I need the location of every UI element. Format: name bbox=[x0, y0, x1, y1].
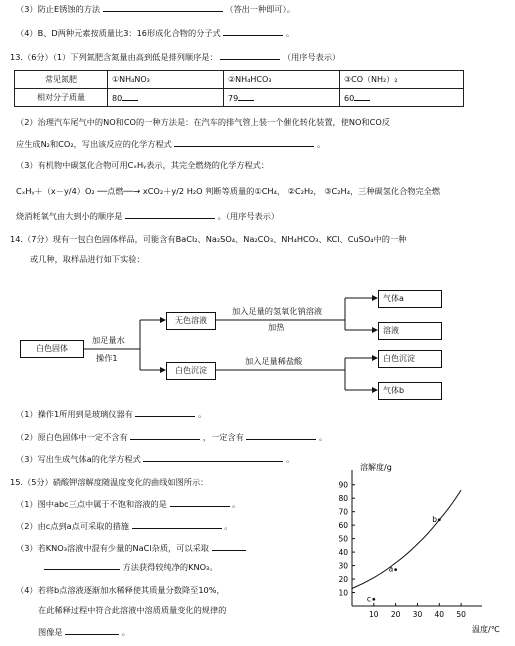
x-axis-label: 温度/℃ bbox=[472, 625, 500, 634]
text-line bbox=[16, 520, 232, 532]
cell-value: 80 bbox=[112, 94, 123, 103]
step-label: 加入足量的氢氧化钠溶液 bbox=[232, 306, 323, 316]
text: （3）写出生成气体a的化学方程式 bbox=[16, 454, 141, 464]
point-b bbox=[438, 518, 441, 521]
step-label: 加入足量稀盐酸 bbox=[245, 356, 303, 366]
y-tick-label: 10 bbox=[338, 588, 348, 598]
y-tick-label: 80 bbox=[338, 494, 348, 504]
table-row bbox=[15, 71, 464, 89]
text-line: （2）治理汽车尾气中的NO和CO的一种方法是：在汽车的排气管上装一个催化转化装置，使NO和CO反 bbox=[16, 117, 390, 127]
text-line bbox=[16, 542, 246, 554]
solubility-curve bbox=[352, 490, 461, 588]
table-cell: 相对分子质量 bbox=[15, 89, 108, 107]
text-line: （4）若将b点溶液逐渐加水稀释使其质量分数降至10%， bbox=[16, 585, 225, 595]
text-line: （3）有机物中碳氢化合物可用CₓHᵧ表示，其完全燃烧的化学方程式： bbox=[16, 160, 270, 170]
answer-blank[interactable] bbox=[238, 92, 254, 101]
y-tick-label: 20 bbox=[338, 575, 348, 585]
answer-blank[interactable] bbox=[170, 498, 230, 507]
text: 烧消耗氧气由大到小的顺序是 bbox=[16, 211, 123, 221]
operation-label: 操作1 bbox=[96, 353, 118, 363]
gas-a-box: 气体a bbox=[378, 290, 442, 308]
x-tick-label: 10 bbox=[369, 610, 379, 619]
text-line bbox=[16, 408, 206, 420]
text-line bbox=[16, 431, 327, 443]
text-line bbox=[16, 498, 240, 510]
text-line: 或几种，取样品进行如下实验： bbox=[30, 254, 145, 264]
table-cell: ①NH₄NO₃ bbox=[108, 71, 224, 89]
white-solid-box: 白色固体 bbox=[20, 340, 84, 358]
y-tick-label: 50 bbox=[338, 534, 348, 544]
answer-blank[interactable] bbox=[125, 210, 215, 219]
text: 方法获得较纯净的KNO₃。 bbox=[122, 562, 218, 572]
text-line bbox=[44, 561, 218, 573]
y-tick-label: 30 bbox=[338, 561, 348, 571]
text: 。（用序号表示） bbox=[217, 211, 280, 221]
question-4-line bbox=[16, 27, 294, 39]
answer-blank[interactable] bbox=[130, 431, 200, 440]
answer-blank[interactable] bbox=[212, 542, 246, 551]
y-tick-label: 70 bbox=[338, 507, 348, 517]
text: （1）操作1所用到是玻璃仪器有 bbox=[16, 409, 133, 419]
text: 。 bbox=[198, 409, 207, 419]
text: （3）防止E锈蚀的方法 bbox=[16, 4, 101, 14]
text: 。 bbox=[224, 521, 233, 531]
y-tick-label: 40 bbox=[338, 548, 348, 558]
text: （用序号表示） bbox=[282, 52, 341, 62]
text-line bbox=[16, 138, 325, 150]
point-c bbox=[372, 598, 375, 601]
text: ，一定含有 bbox=[202, 432, 244, 442]
white-precipitate-box: 白色沉淀 bbox=[166, 362, 216, 380]
text: （4）B、D两种元素按质量比3：16形成化合物的分子式 bbox=[16, 28, 221, 38]
text: （3）若KNO₃溶液中混有少量的NaCl杂质，可以采取 bbox=[16, 543, 209, 553]
combustion-equation: CₓHᵧ＋（x－y/4）O₂ ──点燃──→ xCO₂＋y/2 H₂O 判断等质量的①CH₄， ②C₂H₂， ③C₂H₄，三种碳氢化合物完全燃 bbox=[16, 186, 441, 196]
table-cell: ③CO（NH₂）₂ bbox=[340, 71, 464, 89]
chart-points bbox=[367, 515, 441, 603]
white-precipitate-result-box: 白色沉淀 bbox=[378, 350, 442, 368]
table-cell bbox=[224, 89, 340, 107]
point-label-a: a bbox=[388, 564, 394, 574]
point-label-c: c bbox=[366, 594, 371, 604]
chart-ticks bbox=[338, 481, 466, 619]
chart-axes bbox=[352, 470, 482, 606]
x-tick-label: 40 bbox=[434, 610, 445, 619]
colorless-solution-box: 无色溶液 bbox=[166, 312, 216, 330]
x-tick-label: 30 bbox=[412, 610, 423, 619]
text-line bbox=[38, 626, 130, 638]
answer-blank[interactable] bbox=[103, 3, 223, 12]
text: 。 bbox=[285, 28, 295, 38]
nitrogen-fertilizer-table bbox=[14, 70, 464, 107]
answer-blank[interactable] bbox=[223, 27, 283, 36]
y-axis-label: 溶解度/g bbox=[360, 463, 392, 472]
text-line bbox=[16, 453, 294, 465]
answer-blank[interactable] bbox=[44, 561, 120, 570]
answer-blank[interactable] bbox=[174, 138, 314, 147]
solution-box: 溶液 bbox=[378, 322, 442, 340]
answer-blank[interactable] bbox=[122, 92, 138, 101]
text: 。 bbox=[286, 454, 295, 464]
question-13-title bbox=[10, 51, 340, 63]
step-label: 加热 bbox=[268, 322, 285, 332]
answer-blank[interactable] bbox=[220, 51, 280, 60]
answer-blank[interactable] bbox=[246, 431, 316, 440]
question-3-line bbox=[16, 3, 295, 15]
table-cell: 常见氮肥 bbox=[15, 71, 108, 89]
question-14-title: 14.（7分）现有一包白色固体样品，可能含有BaCl₂、Na₂SO₄、Na₂CO₃、NH₄HCO₃、KCl、CuSO₄中的一种 bbox=[10, 234, 407, 244]
text: 应生成N₂和CO₂，写出该反应的化学方程式 bbox=[16, 139, 172, 149]
text: （1）图中abc三点中属于不饱和溶液的是 bbox=[16, 499, 167, 509]
answer-blank[interactable] bbox=[132, 520, 222, 529]
y-tick-label: 90 bbox=[338, 480, 348, 490]
solubility-chart bbox=[334, 460, 512, 642]
answer-blank[interactable] bbox=[354, 92, 370, 101]
cell-value: 79 bbox=[228, 94, 239, 103]
point-a bbox=[394, 568, 397, 571]
table-cell bbox=[340, 89, 464, 107]
text: （答出一种即可）。 bbox=[225, 4, 295, 14]
answer-blank[interactable] bbox=[135, 408, 195, 417]
text-line bbox=[16, 210, 279, 222]
text: 。 bbox=[317, 139, 326, 149]
cell-value: 60 bbox=[344, 94, 355, 103]
answer-blank[interactable] bbox=[65, 626, 119, 635]
point-label-b: b bbox=[432, 514, 438, 524]
text: （2）原白色固体中一定不含有 bbox=[16, 432, 128, 442]
text: 13.（6分）（1）下列氮肥含氮量由高到低是排列顺序是： bbox=[10, 52, 218, 62]
table-cell: ②NH₄HCO₃ bbox=[224, 71, 340, 89]
gas-b-box: 气体b bbox=[378, 382, 442, 400]
x-tick-label: 50 bbox=[456, 610, 466, 619]
text: （2）由c点到a点可采取的措施 bbox=[16, 521, 129, 531]
text: 。 bbox=[121, 627, 130, 637]
x-tick-label: 20 bbox=[390, 610, 401, 619]
answer-blank[interactable] bbox=[143, 453, 283, 462]
text: 。 bbox=[232, 499, 241, 509]
table-cell bbox=[108, 89, 224, 107]
text: 图像是 bbox=[38, 627, 63, 637]
text: 。 bbox=[319, 432, 328, 442]
text-line: 在此稀释过程中符合此溶液中溶质质量变化的规律的 bbox=[38, 605, 227, 615]
question-15-title: 15.（5分）硝酸钾溶解度随温度变化的曲线如图所示： bbox=[10, 477, 209, 487]
y-tick-label: 60 bbox=[338, 521, 348, 531]
operation-label: 加足量水 bbox=[92, 335, 125, 345]
table-row bbox=[15, 89, 464, 107]
